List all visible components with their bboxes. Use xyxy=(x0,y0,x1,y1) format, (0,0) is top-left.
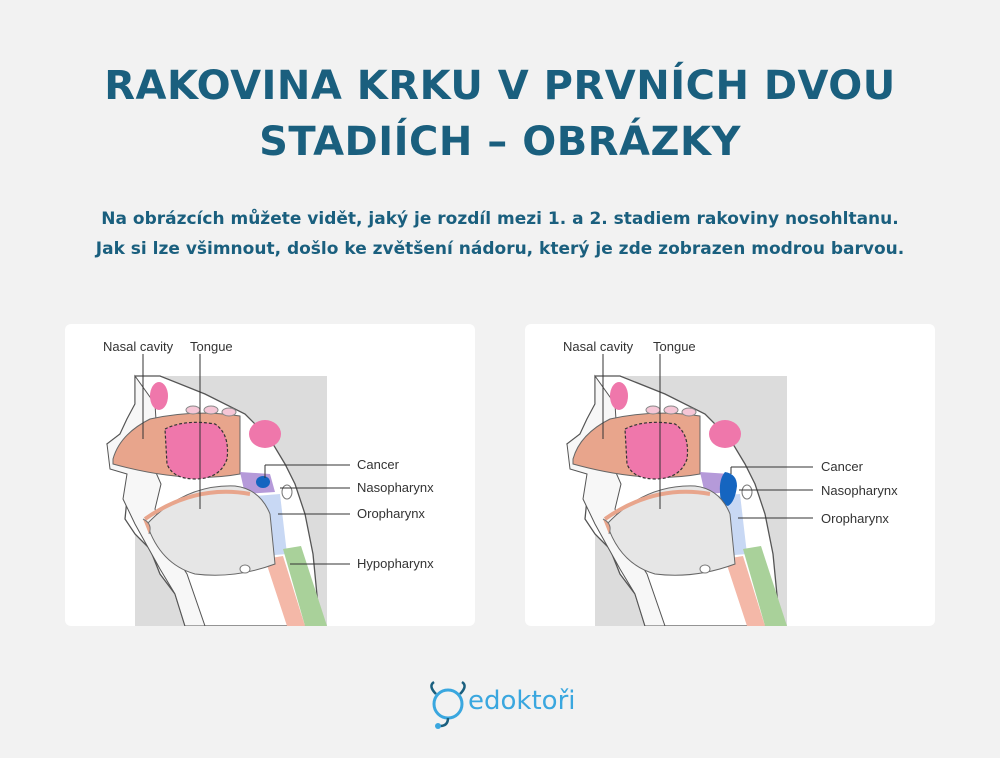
hyoid-bone xyxy=(700,565,710,573)
stage-2-diagram-panel xyxy=(525,324,935,626)
logo-wordmark: edoktoři xyxy=(468,686,576,716)
label-tongue: Tongue xyxy=(190,339,233,354)
label-nasal-cavity: Nasal cavity xyxy=(563,339,634,354)
label-tongue: Tongue xyxy=(653,339,696,354)
label-cancer: Cancer xyxy=(821,459,863,474)
label-oropharynx: Oropharynx xyxy=(821,511,889,526)
skull-bump xyxy=(222,408,236,416)
vertebra xyxy=(742,485,752,499)
edoktori-logo[interactable] xyxy=(424,680,584,730)
page-subtitle xyxy=(0,204,1000,264)
label-nasopharynx: Nasopharynx xyxy=(357,480,434,495)
label-nasopharynx: Nasopharynx xyxy=(821,483,898,498)
frontal-sinus xyxy=(150,382,168,410)
stethoscope-icon xyxy=(424,680,472,730)
stage-1-anatomy-illustration xyxy=(65,324,475,626)
page-title xyxy=(0,58,1000,170)
stage-2-anatomy-illustration xyxy=(525,324,935,626)
label-cancer: Cancer xyxy=(357,457,399,472)
label-nasal-cavity: Nasal cavity xyxy=(103,339,174,354)
nasal-sinus-region xyxy=(165,422,228,479)
frontal-sinus xyxy=(610,382,628,410)
skull-bump xyxy=(186,406,200,414)
skull-bump xyxy=(646,406,660,414)
skull-bump xyxy=(682,408,696,416)
hyoid-bone xyxy=(240,565,250,573)
sphenoid-sinus xyxy=(249,420,281,448)
label-oropharynx: Oropharynx xyxy=(357,506,425,521)
page-title-line-2: STADIÍCH – OBRÁZKY xyxy=(259,119,741,165)
sphenoid-sinus xyxy=(709,420,741,448)
page-subtitle-line-1: Na obrázcích můžete vidět, jaký je rozdíl mezi 1. a 2. stadiem rakoviny nosohltanu. xyxy=(101,209,899,229)
skull-bump xyxy=(204,406,218,414)
page-subtitle-line-2: Jak si lze všimnout, došlo ke zvětšení nádoru, který je zde zobrazen modrou barvou. xyxy=(95,239,905,259)
vertebra xyxy=(282,485,292,499)
skull-bump xyxy=(664,406,678,414)
stage-1-diagram-panel xyxy=(65,324,475,626)
page-title-line-1: RAKOVINA KRKU V PRVNÍCH DVOU xyxy=(104,63,896,109)
nasal-sinus-region xyxy=(625,422,688,479)
label-hypopharynx: Hypopharynx xyxy=(357,556,434,571)
tumor-mark xyxy=(256,476,270,488)
